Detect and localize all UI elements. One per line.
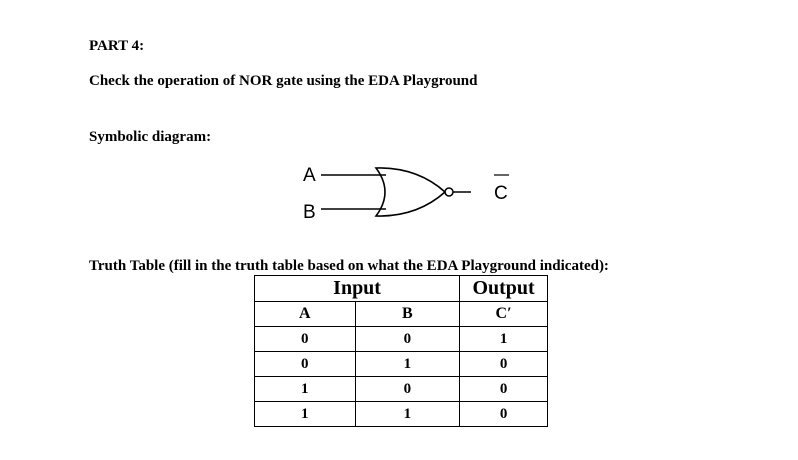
table-group-header-row: [255, 276, 548, 302]
cell-output: 0: [460, 352, 548, 377]
cell-output: 0: [460, 402, 548, 427]
table-column-header-row: [255, 302, 548, 327]
nor-gate-diagram: [295, 160, 525, 225]
cell-b: 0: [355, 327, 460, 352]
cell-b: 1: [355, 402, 460, 427]
gate-input-b-label: B: [303, 202, 316, 223]
cell-b: 1: [355, 352, 460, 377]
part-title: PART 4:: [89, 38, 145, 54]
table-row: [255, 377, 548, 402]
cell-output: 1: [460, 327, 548, 352]
cell-a: 0: [255, 352, 356, 377]
cell-output: 0: [460, 377, 548, 402]
cell-a: 1: [255, 402, 356, 427]
column-header-a: A: [255, 302, 356, 327]
truth-table: [254, 275, 548, 427]
symbolic-diagram-label: Symbolic diagram:: [89, 129, 212, 145]
cell-b: 0: [355, 377, 460, 402]
output-group-header: Output: [460, 276, 548, 302]
cell-a: 1: [255, 377, 356, 402]
table-row: [255, 327, 548, 352]
truth-table-label: Truth Table (fill in the truth table based on what the EDA Playground indicated):: [89, 258, 609, 274]
table-row: [255, 402, 548, 427]
cell-a: 0: [255, 327, 356, 352]
column-header-b: B: [355, 302, 460, 327]
nor-gate-body: [376, 168, 445, 216]
input-group-header: Input: [255, 276, 460, 302]
table-row: [255, 352, 548, 377]
gate-input-a-label: A: [303, 165, 316, 186]
gate-output-label: C: [494, 183, 508, 204]
instruction-text: Check the operation of NOR gate using the EDA Playground: [89, 73, 478, 89]
column-header-c: C′: [460, 302, 548, 327]
